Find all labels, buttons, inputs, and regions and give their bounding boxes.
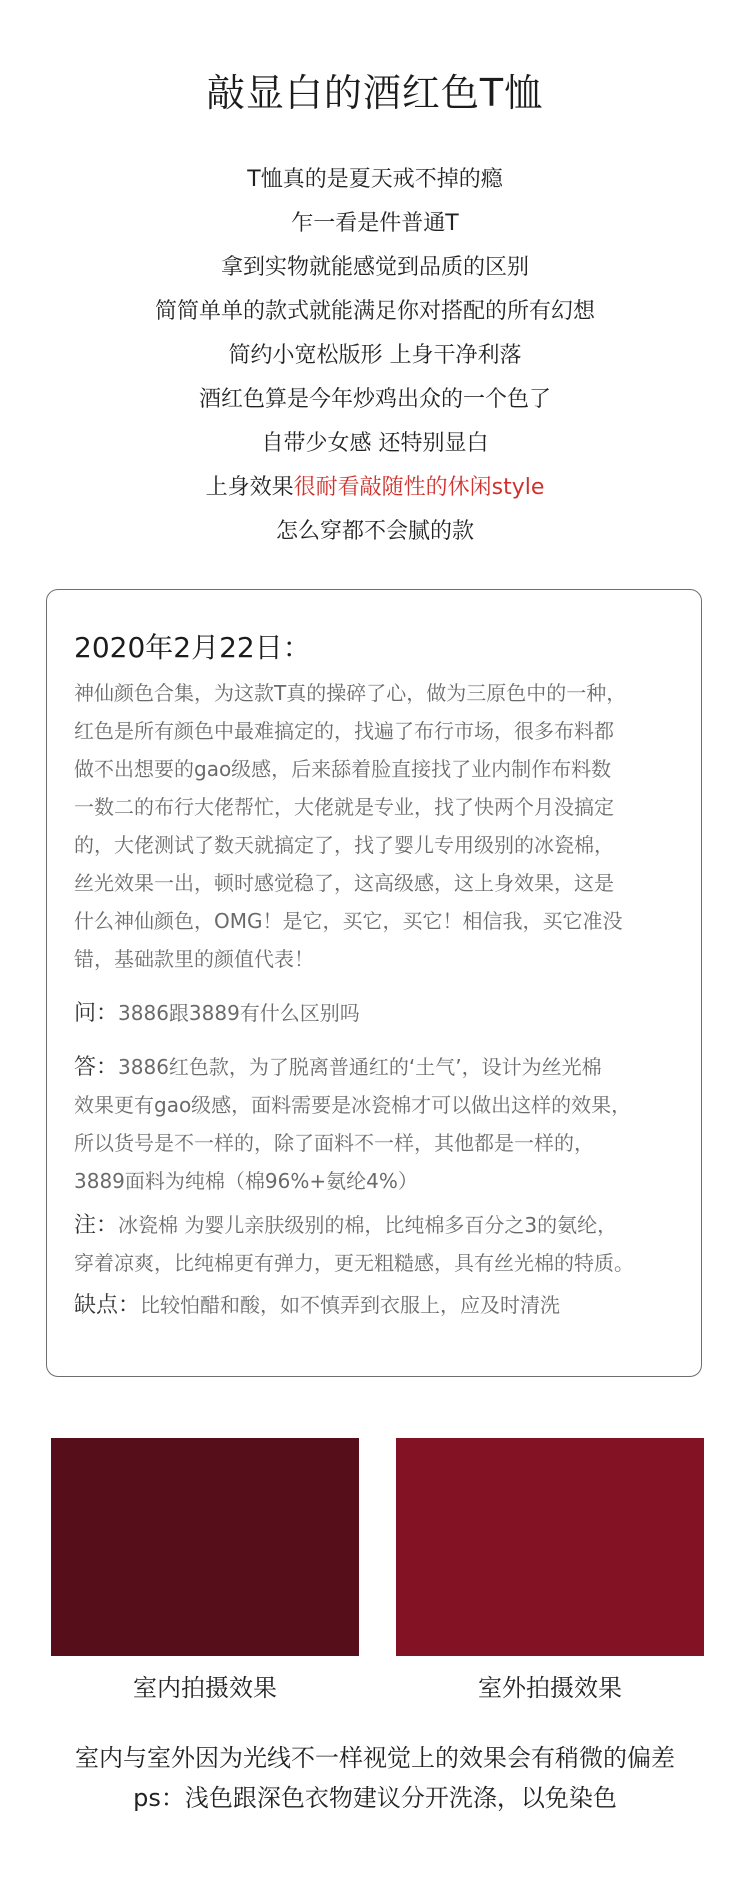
- story-line: 什么神仙颜色，OMG！是它，买它，买它！相信我，买它准没: [74, 909, 623, 933]
- intro-line: 拿到实物就能感觉到品质的区别: [220, 255, 529, 280]
- drawback: [74, 1286, 684, 1324]
- intro-highlight-line: 简约小宽松版形 上身干净利落: [228, 343, 522, 368]
- indoor-caption: 室内拍摄效果: [133, 1674, 277, 1702]
- story-paragraph: [74, 674, 684, 978]
- footer-note: [0, 1738, 750, 1818]
- story-line: 做不出想要的gao级感，后来舔着脸直接找了业内制作布料数: [74, 757, 612, 781]
- story-line: 一数二的布行大佬帮忙，大佬就是专业，找了快两个月没搞定: [74, 795, 614, 819]
- outdoor-color-swatch: [396, 1438, 704, 1656]
- story-line: 神仙颜色合集，为这款T真的操碎了心，做为三原色中的一种，: [74, 681, 627, 705]
- intro-highlight-line: 自带少女感 还特别显白: [261, 431, 489, 456]
- note-line: [74, 1206, 684, 1244]
- intro-line: 简简单单的款式就能满足你对搭配的所有幻想: [154, 299, 595, 324]
- story-line: 丝光效果一出，顿时感觉稳了，这高级感，这上身效果，这是: [74, 871, 614, 895]
- intro-line: 乍一看是件普通T: [291, 211, 459, 236]
- drawback-label: 缺点：: [74, 1293, 141, 1318]
- answer-line: 3889面料为纯棉（棉96%+氨纶4%）: [74, 1169, 418, 1193]
- intro-text: [0, 158, 750, 554]
- story-line: 的，大佬测试了数天就搞定了，找了婴儿专用级别的冰瓷棉，: [74, 833, 614, 857]
- page-title: 敲显白的酒红色T恤: [206, 71, 544, 115]
- intro-line: 酒红色算是今年炒鸡出众的一个色了: [198, 387, 551, 412]
- intro-line: [0, 466, 750, 510]
- indoor-color-swatch: [51, 1438, 359, 1656]
- info-card: [46, 589, 702, 1377]
- card-date: 2020年2月22日：: [74, 631, 311, 664]
- note-line: 穿着凉爽，比纯棉更有弹力，更无粗糙感，具有丝光棉的特质。: [74, 1251, 634, 1275]
- answer: [74, 1048, 684, 1200]
- intro-line: T恤真的是夏天戒不掉的瘾: [247, 167, 503, 192]
- answer-line: 效果更有gao级感，面料需要是冰瓷棉才可以做出这样的效果，: [74, 1093, 632, 1117]
- question-label: 问：: [74, 1001, 119, 1026]
- question: [74, 994, 684, 1032]
- story-line: 错，基础款里的颜值代表！: [74, 947, 314, 971]
- outdoor-caption: 室外拍摄效果: [478, 1674, 622, 1702]
- intro-highlight-part: 很耐看敲随性的休闲style: [293, 475, 545, 500]
- question-text: 3886跟3889有什么区别吗: [118, 1001, 360, 1025]
- footer-line: 室内与室外因为光线不一样视觉上的效果会有稍微的偏差: [75, 1744, 675, 1772]
- answer-text: 3886红色款，为了脱离普通红的‘土气’，设计为丝光棉: [118, 1055, 602, 1079]
- answer-label: 答：: [74, 1055, 119, 1080]
- answer-line: [74, 1048, 684, 1086]
- note-text: 冰瓷棉 为婴儿亲肤级别的棉，比纯棉多百分之3的氨纶，: [118, 1213, 618, 1237]
- answer-line: 所以货号是不一样的，除了面料不一样，其他都是一样的，: [74, 1131, 594, 1155]
- intro-line: 怎么穿都不会腻的款: [275, 519, 474, 544]
- intro-text-part: 上身效果: [205, 475, 294, 500]
- question-line: [74, 994, 684, 1032]
- note-label: 注：: [74, 1213, 119, 1238]
- drawback-text: 比较怕醋和酸，如不慎弄到衣服上，应及时清洗: [140, 1293, 561, 1317]
- note: [74, 1206, 684, 1282]
- footer-line: ps：浅色跟深色衣物建议分开洗涤，以免染色: [133, 1784, 617, 1812]
- drawback-line: [74, 1286, 684, 1324]
- story-line: 红色是所有颜色中最难搞定的，找遍了布行市场，很多布料都: [74, 719, 614, 743]
